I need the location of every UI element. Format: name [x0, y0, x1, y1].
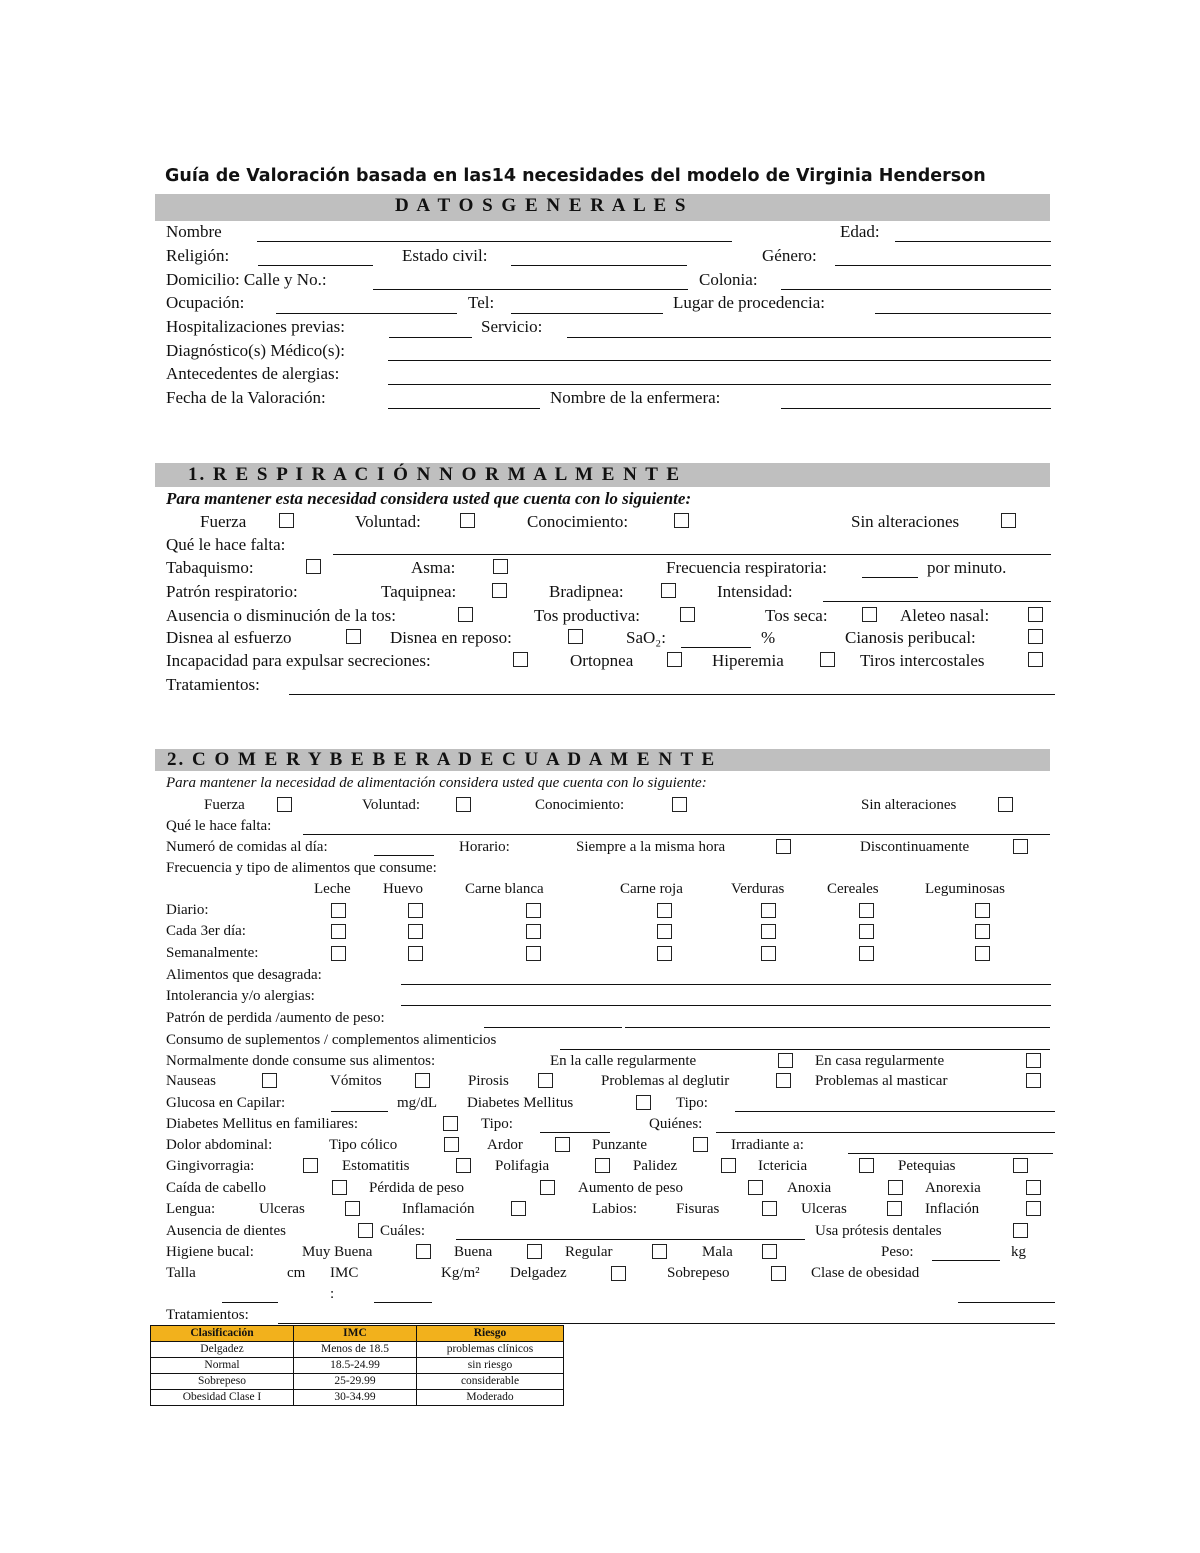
cuales-label: Cuáles: — [380, 1223, 425, 1239]
delgadez-checkbox[interactable] — [611, 1266, 626, 1281]
en-casa-label: En casa regularmente — [815, 1053, 945, 1069]
aumento-peso-checkbox[interactable] — [748, 1180, 763, 1195]
servicio-label: Servicio: — [481, 317, 543, 336]
dm-tipo-label: Tipo: — [481, 1116, 513, 1132]
sobrepeso-label: Sobrepeso — [667, 1265, 730, 1281]
food-row-diario: Diario: — [166, 902, 209, 918]
table-cell: Menos de 18.5 — [294, 1342, 417, 1358]
fecha-label: Fecha de la Valoración: — [166, 388, 326, 407]
page-title: Guía de Valoración basada en las14 necesidades del modelo de Virginia Henderson — [165, 166, 986, 186]
ardor-label: Ardor — [487, 1137, 523, 1153]
table-cell: Delgadez — [151, 1342, 294, 1358]
asma-checkbox[interactable] — [493, 559, 508, 574]
voluntad-label: Voluntad: — [355, 512, 421, 531]
discontinuamente-checkbox[interactable] — [1013, 839, 1028, 854]
nombre-label: Nombre — [166, 222, 222, 241]
regular-label: Regular — [565, 1244, 613, 1260]
incapacidad-label: Incapacidad para expulsar secreciones: — [166, 651, 431, 670]
lengua-ulceras-checkbox[interactable] — [345, 1201, 360, 1216]
asma-label: Asma: — [411, 558, 456, 577]
table-cell: considerable — [417, 1374, 564, 1390]
tos-productiva-label: Tos productiva: — [534, 606, 640, 625]
food-checkbox[interactable] — [859, 924, 874, 939]
intensidad-label: Intensidad: — [717, 582, 793, 601]
table-cell: Sobrepeso — [151, 1374, 294, 1390]
cianosis-label: Cianosis peribucal: — [845, 628, 976, 647]
sec2-que-falta-field[interactable] — [303, 834, 1050, 835]
food-checkbox[interactable] — [526, 924, 541, 939]
frecuencia-label: Frecuencia y tipo de alimentos que consume: — [166, 860, 437, 876]
food-checkbox[interactable] — [859, 946, 874, 961]
food-checkbox[interactable] — [408, 903, 423, 918]
ocupacion-label: Ocupación: — [166, 293, 245, 312]
tiros-label: Tiros intercostales — [860, 651, 985, 670]
sobrepeso-checkbox[interactable] — [771, 1266, 786, 1281]
intolerancia-label: Intolerancia y/o alergias: — [166, 988, 315, 1004]
lengua-label: Lengua: — [166, 1201, 216, 1217]
cianosis-checkbox[interactable] — [1028, 629, 1043, 644]
incapacidad-checkbox[interactable] — [513, 652, 528, 667]
section-header-text: 1. R E S P I R A C I Ó N N O R M A L M E N T E — [188, 464, 682, 485]
food-row-semanalmente: Semanalmente: — [166, 945, 259, 961]
nauseas-label: Nauseas — [166, 1073, 216, 1089]
imc-table-header-row — [151, 1326, 564, 1342]
dm-tipo-field[interactable] — [540, 1132, 610, 1133]
misma-hora-label: Siempre a la misma hora — [576, 839, 726, 855]
polifagia-label: Polifagia — [495, 1158, 550, 1174]
peso-field[interactable] — [932, 1260, 1000, 1261]
por-minuto-label: por minuto. — [927, 558, 1007, 577]
inflacion-checkbox[interactable] — [1026, 1201, 1041, 1216]
pirosis-checkbox[interactable] — [538, 1073, 553, 1088]
aumento-peso-label: Aumento de peso — [578, 1180, 683, 1196]
inflacion-label: Inflación — [925, 1201, 980, 1217]
imc-header-clasificacion: Clasificación — [151, 1326, 294, 1342]
tabaquismo-label: Tabaquismo: — [166, 558, 254, 577]
protesis-checkbox[interactable] — [1013, 1223, 1028, 1238]
tipo-label: Tipo: — [676, 1095, 708, 1111]
tel-field[interactable] — [511, 313, 663, 314]
food-checkbox[interactable] — [761, 924, 776, 939]
hiperemia-label: Hiperemia — [712, 651, 784, 670]
labios-ulceras-checkbox[interactable] — [887, 1201, 902, 1216]
conocimiento-checkbox[interactable] — [674, 513, 689, 528]
sec2-sin-alteraciones-label: Sin alteraciones — [861, 797, 957, 813]
sec1-tratamientos-label: Tratamientos: — [166, 675, 260, 694]
food-checkbox[interactable] — [657, 903, 672, 918]
anoxia-checkbox[interactable] — [888, 1180, 903, 1195]
bradipnea-label: Bradipnea: — [549, 582, 624, 601]
donde-label: Normalmente donde consume sus alimentos: — [166, 1053, 436, 1069]
voluntad-checkbox[interactable] — [460, 513, 475, 528]
estomatitis-checkbox[interactable] — [456, 1158, 471, 1173]
bradipnea-checkbox[interactable] — [661, 583, 676, 598]
aleteo-nasal-checkbox[interactable] — [1028, 607, 1043, 622]
sec2-conocimiento-label: Conocimiento: — [535, 797, 625, 813]
food-col-verduras: Verduras — [731, 881, 785, 897]
food-checkbox[interactable] — [761, 946, 776, 961]
taquipnea-checkbox[interactable] — [492, 583, 507, 598]
tos-seca-checkbox[interactable] — [862, 607, 877, 622]
sin-alteraciones-label: Sin alteraciones — [851, 512, 960, 531]
tos-productiva-checkbox[interactable] — [680, 607, 695, 622]
table-cell: Normal — [151, 1358, 294, 1374]
genero-label: Género: — [762, 246, 817, 265]
imc-field[interactable] — [374, 1302, 432, 1303]
nombre-field[interactable] — [257, 241, 732, 242]
nauseas-checkbox[interactable] — [262, 1073, 277, 1088]
sec2-voluntad-checkbox[interactable] — [456, 797, 471, 812]
discontinuamente-label: Discontinuamente — [860, 839, 970, 855]
imc-header-riesgo: Riesgo — [417, 1326, 564, 1342]
patron-peso-label: Patrón de perdida /aumento de peso: — [166, 1010, 385, 1026]
inflamacion-checkbox[interactable] — [511, 1201, 526, 1216]
food-checkbox[interactable] — [408, 946, 423, 961]
sao2-field[interactable] — [681, 647, 751, 648]
lugar-label: Lugar de procedencia: — [673, 293, 825, 312]
food-checkbox[interactable] — [526, 946, 541, 961]
section-header-respiracion — [155, 463, 1050, 487]
taquipnea-label: Taquipnea: — [381, 582, 457, 601]
alergias-field[interactable] — [388, 384, 1051, 385]
quienes-label: Quiénes: — [649, 1116, 703, 1132]
table-row — [151, 1358, 564, 1374]
ortopnea-label: Ortopnea — [570, 651, 634, 670]
dm-familiares-label: Diabetes Mellitus en familiares: — [166, 1116, 359, 1132]
anorexia-label: Anorexia — [925, 1180, 981, 1196]
food-col-carne-blanca: Carne blanca — [465, 881, 544, 897]
en-calle-checkbox[interactable] — [778, 1053, 793, 1068]
sec2-fuerza-label: Fuerza — [204, 797, 245, 813]
table-cell: Obesidad Clase I — [151, 1390, 294, 1406]
table-row — [151, 1342, 564, 1358]
perdida-peso-label: Pérdida de peso — [369, 1180, 464, 1196]
table-row — [151, 1374, 564, 1390]
imc-table — [150, 1325, 564, 1406]
tipo-colico-checkbox[interactable] — [444, 1137, 459, 1152]
percent-label: % — [761, 628, 776, 647]
frecuencia-resp-field[interactable] — [862, 577, 918, 578]
masticar-label: Problemas al masticar — [815, 1073, 948, 1089]
imc-label: IMC — [330, 1265, 359, 1281]
food-checkbox[interactable] — [331, 924, 346, 939]
fuerza-label: Fuerza — [200, 512, 247, 531]
ausencia-dientes-label: Ausencia de dientes — [166, 1223, 286, 1239]
food-checkbox[interactable] — [975, 903, 990, 918]
irradiante-label: Irradiante a: — [731, 1137, 804, 1153]
frecuencia-resp-label: Frecuencia respiratoria: — [666, 558, 827, 577]
dm-familiares-checkbox[interactable] — [443, 1116, 458, 1131]
cm-label: cm — [287, 1265, 306, 1281]
diabetes-label: Diabetes Mellitus — [467, 1095, 574, 1111]
colonia-label: Colonia: — [699, 270, 758, 289]
tipo-colico-label: Tipo cólico — [329, 1137, 398, 1153]
anoxia-label: Anoxia — [787, 1180, 832, 1196]
inflamacion-label: Inflamación — [402, 1201, 475, 1217]
en-calle-label: En la calle regularmente — [550, 1053, 697, 1069]
table-cell: Moderado — [417, 1390, 564, 1406]
food-col-cereales: Cereales — [827, 881, 879, 897]
horario-label: Horario: — [459, 839, 510, 855]
sec2-voluntad-label: Voluntad: — [362, 797, 421, 813]
religion-label: Religión: — [166, 246, 230, 265]
domicilio-label: Domicilio: Calle y No.: — [166, 270, 327, 289]
food-checkbox[interactable] — [331, 903, 346, 918]
punzante-label: Punzante — [592, 1137, 647, 1153]
table-cell: 30-34.99 — [294, 1390, 417, 1406]
protesis-label: Usa prótesis dentales — [815, 1223, 942, 1239]
disnea-reposo-checkbox[interactable] — [568, 629, 583, 644]
ausencia-tos-label: Ausencia o disminución de la tos: — [166, 606, 396, 625]
food-checkbox[interactable] — [657, 946, 672, 961]
num-comidas-field[interactable] — [374, 855, 434, 856]
suplementos-label: Consumo de suplementos / complementos alimenticios — [166, 1032, 497, 1048]
food-checkbox[interactable] — [408, 924, 423, 939]
deglutir-label: Problemas al deglutir — [601, 1073, 730, 1089]
en-casa-checkbox[interactable] — [1026, 1053, 1041, 1068]
hiperemia-checkbox[interactable] — [820, 652, 835, 667]
gingivorragia-checkbox[interactable] — [303, 1158, 318, 1173]
caida-cabello-label: Caída de cabello — [166, 1180, 266, 1196]
clase-obesidad-field[interactable] — [958, 1302, 1055, 1303]
fecha-field[interactable] — [388, 408, 540, 409]
food-col-leche: Leche — [314, 881, 351, 897]
caida-cabello-checkbox[interactable] — [332, 1180, 347, 1195]
hospitalizaciones-field[interactable] — [389, 337, 472, 338]
sin-alteraciones-checkbox[interactable] — [1001, 513, 1016, 528]
anorexia-checkbox[interactable] — [1026, 1180, 1041, 1195]
table-cell: sin riesgo — [417, 1358, 564, 1374]
pirosis-label: Pirosis — [468, 1073, 509, 1089]
que-falta-field[interactable] — [333, 554, 1051, 555]
sao2-label: SaO₂: — [626, 628, 666, 647]
ausencia-dientes-checkbox[interactable] — [358, 1223, 373, 1238]
fisuras-checkbox[interactable] — [762, 1201, 777, 1216]
patron-peso-field-2[interactable] — [625, 1027, 1050, 1028]
sec2-intro: Para mantener la necesidad de alimentación considera usted que cuenta con lo siguiente: — [166, 775, 707, 791]
peso-label: Peso: — [881, 1244, 914, 1260]
glucosa-label: Glucosa en Capilar: — [166, 1095, 286, 1111]
gingivorragia-label: Gingivorragia: — [166, 1158, 255, 1174]
alergias-label: Antecedentes de alergias: — [166, 364, 340, 383]
food-col-huevo: Huevo — [383, 881, 423, 897]
ardor-checkbox[interactable] — [555, 1137, 570, 1152]
vomitos-checkbox[interactable] — [415, 1073, 430, 1088]
section-header-comer-beber — [155, 749, 1050, 771]
irradiante-field[interactable] — [848, 1153, 1053, 1154]
enfermera-label: Nombre de la enfermera: — [550, 388, 721, 407]
sec2-sin-alteraciones-checkbox[interactable] — [998, 797, 1013, 812]
tipo-field[interactable] — [735, 1111, 1055, 1112]
table-row — [151, 1390, 564, 1406]
sec2-fuerza-checkbox[interactable] — [277, 797, 292, 812]
ocupacion-field[interactable] — [276, 313, 457, 314]
mala-label: Mala — [702, 1244, 733, 1260]
sec1-intro: Para mantener esta necesidad considera usted que cuenta con lo siguiente: — [166, 489, 692, 508]
food-checkbox[interactable] — [657, 924, 672, 939]
sec2-conocimiento-checkbox[interactable] — [672, 797, 687, 812]
imc-colon: : — [330, 1286, 335, 1302]
conocimiento-label: Conocimiento: — [527, 512, 629, 531]
labios-label: Labios: — [592, 1201, 637, 1217]
desagrada-field[interactable] — [401, 984, 1051, 985]
tiros-checkbox[interactable] — [1028, 652, 1043, 667]
food-checkbox[interactable] — [331, 946, 346, 961]
religion-field[interactable] — [258, 265, 373, 266]
intensidad-field[interactable] — [823, 601, 1051, 602]
patron-peso-field-1[interactable] — [484, 1027, 622, 1028]
lengua-ulceras-label: Ulceras — [259, 1201, 305, 1217]
tos-seca-label: Tos seca: — [765, 606, 828, 625]
mgdl-label: mg/dL — [397, 1095, 437, 1111]
kg-label: kg — [1011, 1244, 1026, 1260]
imc-header-imc: IMC — [294, 1326, 417, 1342]
servicio-field[interactable] — [567, 337, 1051, 338]
muy-buena-checkbox[interactable] — [416, 1244, 431, 1259]
punzante-checkbox[interactable] — [693, 1137, 708, 1152]
petequias-label: Petequias — [898, 1158, 956, 1174]
buena-checkbox[interactable] — [527, 1244, 542, 1259]
edad-label: Edad: — [840, 222, 880, 241]
sec1-tratamientos-field[interactable] — [289, 694, 1055, 695]
patron-resp-label: Patrón respiratorio: — [166, 582, 298, 601]
section-header-text: 2. C O M E R Y B E B E R A D E C U A D A M E N T E — [167, 749, 717, 770]
delgadez-label: Delgadez — [510, 1265, 567, 1281]
enfermera-field[interactable] — [781, 408, 1051, 409]
fisuras-label: Fisuras — [676, 1201, 720, 1217]
muy-buena-label: Muy Buena — [302, 1244, 373, 1260]
sec2-que-falta-label: Qué le hace falta: — [166, 818, 272, 834]
kgm2-label: Kg/m² — [441, 1265, 480, 1281]
perdida-peso-checkbox[interactable] — [540, 1180, 555, 1195]
table-cell: 18.5-24.99 — [294, 1358, 417, 1374]
sec2-tratamientos-field[interactable] — [278, 1323, 1055, 1324]
vomitos-label: Vómitos — [330, 1073, 382, 1089]
sec2-tratamientos-label: Tratamientos: — [166, 1307, 249, 1323]
estado-civil-field[interactable] — [511, 265, 687, 266]
food-col-leguminosas: Leguminosas — [925, 881, 1005, 897]
disnea-esfuerzo-checkbox[interactable] — [346, 629, 361, 644]
labios-ulceras-label: Ulceras — [801, 1201, 847, 1217]
food-checkbox[interactable] — [761, 903, 776, 918]
food-col-carne-roja: Carne roja — [620, 881, 683, 897]
diagnostico-field[interactable] — [388, 360, 1051, 361]
talla-field[interactable] — [222, 1302, 278, 1303]
food-row-cada-3er-dia: Cada 3er día: — [166, 923, 246, 939]
edad-field[interactable] — [895, 241, 1051, 242]
genero-field[interactable] — [835, 265, 1051, 266]
food-checkbox[interactable] — [859, 903, 874, 918]
ortopnea-checkbox[interactable] — [667, 652, 682, 667]
table-cell: 25-29.99 — [294, 1374, 417, 1390]
estomatitis-label: Estomatitis — [342, 1158, 410, 1174]
estado-civil-label: Estado civil: — [402, 246, 488, 265]
hospitalizaciones-label: Hospitalizaciones previas: — [166, 317, 345, 336]
intolerancia-field[interactable] — [401, 1005, 1051, 1006]
food-checkbox[interactable] — [975, 924, 990, 939]
num-comidas-label: Numeró de comidas al día: — [166, 839, 328, 855]
food-checkbox[interactable] — [975, 946, 990, 961]
diabetes-checkbox[interactable] — [636, 1095, 651, 1110]
ictericia-label: Ictericia — [758, 1158, 808, 1174]
petequias-checkbox[interactable] — [1013, 1158, 1028, 1173]
buena-label: Buena — [454, 1244, 493, 1260]
cuales-field[interactable] — [456, 1239, 805, 1240]
aleteo-nasal-label: Aleteo nasal: — [900, 606, 990, 625]
fuerza-checkbox[interactable] — [279, 513, 294, 528]
dolor-abdominal-label: Dolor abdominal: — [166, 1137, 273, 1153]
que-falta-label: Qué le hace falta: — [166, 535, 286, 554]
polifagia-checkbox[interactable] — [595, 1158, 610, 1173]
suplementos-field[interactable] — [560, 1049, 1050, 1050]
talla-label: Talla — [166, 1265, 196, 1281]
lugar-field[interactable] — [875, 313, 1051, 314]
regular-checkbox[interactable] — [652, 1244, 667, 1259]
tel-label: Tel: — [468, 293, 495, 312]
disnea-reposo-label: Disnea en reposo: — [390, 628, 512, 647]
tabaquismo-checkbox[interactable] — [306, 559, 321, 574]
diagnostico-label: Diagnóstico(s) Médico(s): — [166, 341, 345, 360]
quienes-field[interactable] — [716, 1132, 1055, 1133]
domicilio-field[interactable] — [373, 289, 688, 290]
masticar-checkbox[interactable] — [1026, 1073, 1041, 1088]
palidez-label: Palidez — [633, 1158, 678, 1174]
section-header-text: D A T O S G E N E R A L E S — [395, 195, 688, 216]
misma-hora-checkbox[interactable] — [776, 839, 791, 854]
glucosa-field[interactable] — [331, 1111, 388, 1112]
ausencia-tos-checkbox[interactable] — [458, 607, 473, 622]
section-header-datos-generales — [155, 194, 1050, 221]
clase-obesidad-label: Clase de obesidad — [811, 1265, 920, 1281]
mala-checkbox[interactable] — [762, 1244, 777, 1259]
desagrada-label: Alimentos que desagrada: — [166, 967, 322, 983]
higiene-bucal-label: Higiene bucal: — [166, 1244, 254, 1260]
palidez-checkbox[interactable] — [721, 1158, 736, 1173]
disnea-esfuerzo-label: Disnea al esfuerzo — [166, 628, 292, 647]
table-cell: problemas clínicos — [417, 1342, 564, 1358]
deglutir-checkbox[interactable] — [776, 1073, 791, 1088]
ictericia-checkbox[interactable] — [859, 1158, 874, 1173]
food-checkbox[interactable] — [526, 903, 541, 918]
colonia-field[interactable] — [781, 289, 1051, 290]
